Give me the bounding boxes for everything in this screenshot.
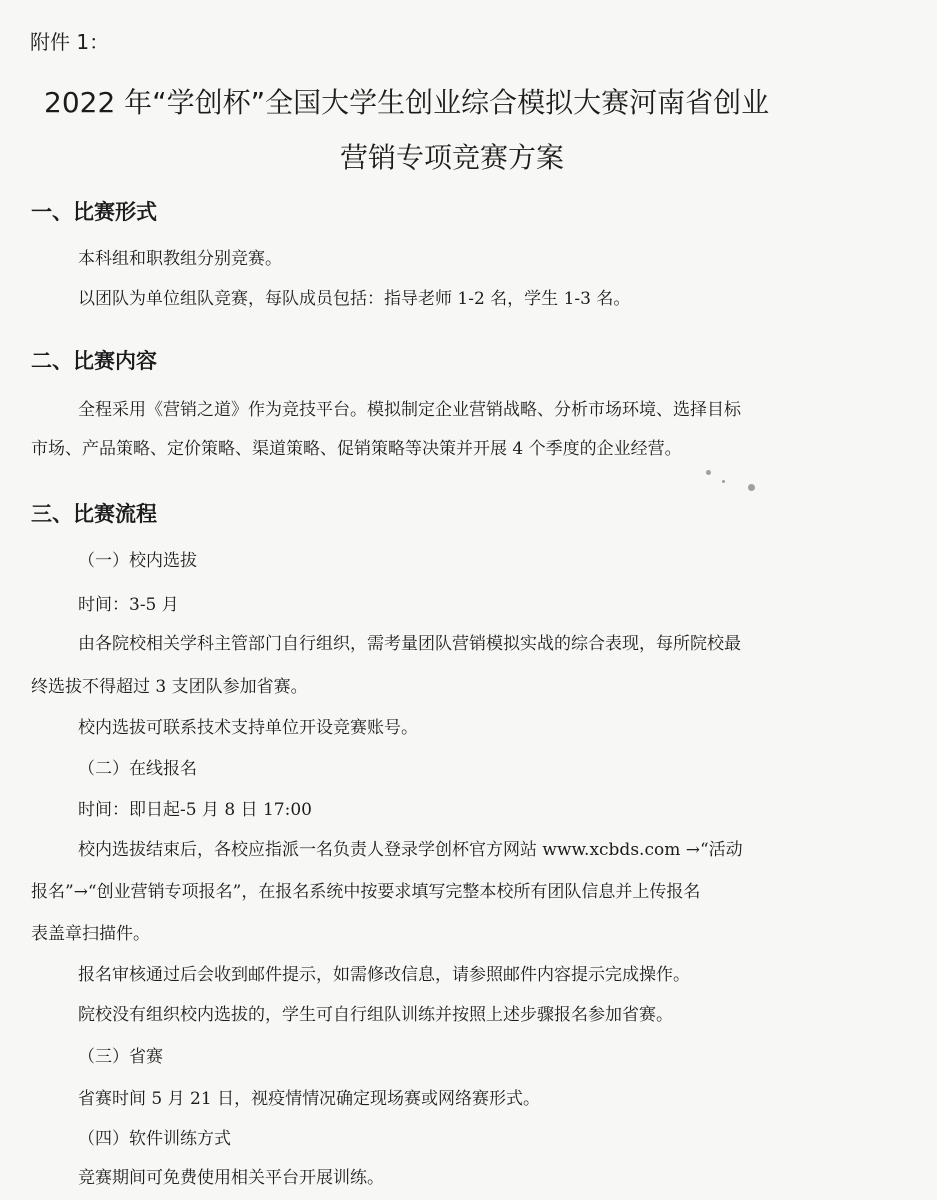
subsection-1-paragraph-line-1: 由各院校相关学科主管部门自行组织，需考量团队营销模拟实战的综合表现，每所院校最 (78, 634, 741, 654)
section-2-heading: 二、比赛内容 (31, 349, 157, 373)
subsection-2-heading: （二）在线报名 (78, 759, 197, 779)
section-1-paragraph-2: 以团队为单位组队竞赛，每队成员包括：指导老师 1-2 名，学生 1-3 名。 (78, 289, 631, 309)
subsection-2-time: 时间：即日起-5 月 8 日 17:00 (78, 800, 312, 820)
subsection-3-paragraph-1: 省赛时间 5 月 21 日，视疫情情况确定现场赛或网络赛形式。 (78, 1089, 541, 1109)
subsection-1-time: 时间：3-5 月 (78, 595, 179, 615)
attachment-label: 附件 1： (30, 30, 110, 54)
section-3-heading: 三、比赛流程 (31, 502, 157, 526)
subsection-1-paragraph-2: 校内选拔可联系技术支持单位开设竞赛账号。 (78, 718, 418, 738)
scan-speck (748, 484, 755, 491)
subsection-4-paragraph-1: 竞赛期间可免费使用相关平台开展训练。 (78, 1168, 384, 1188)
scan-speck (722, 480, 725, 483)
subsection-1-paragraph-line-2: 终选拔不得超过 3 支团队参加省赛。 (31, 677, 308, 697)
scan-speck (706, 470, 711, 475)
subsection-3-heading: （三）省赛 (78, 1047, 163, 1067)
section-2-paragraph-line-1: 全程采用《营销之道》作为竞技平台。模拟制定企业营销战略、分析市场环境、选择目标 (78, 400, 741, 420)
subsection-2-paragraph-line-2: 报名”→“创业营销专项报名”，在报名系统中按要求填写完整本校所有团队信息并上传报名 (31, 882, 701, 902)
section-1-paragraph-1: 本科组和职教组分别竞赛。 (78, 249, 282, 269)
subsection-4-heading: （四）软件训练方式 (78, 1129, 231, 1149)
section-2-paragraph-line-2: 市场、产品策略、定价策略、渠道策略、促销策略等决策并开展 4 个季度的企业经营。 (31, 439, 682, 459)
subsection-1-heading: （一）校内选拔 (78, 551, 197, 571)
subsection-2-paragraph-line-1: 校内选拔结束后，各校应指派一名负责人登录学创杯官方网站 www.xcbds.com →“活动 (78, 840, 743, 860)
section-1-heading: 一、比赛形式 (31, 200, 157, 224)
subsection-2-paragraph-3: 院校没有组织校内选拔的，学生可自行组队训练并按照上述步骤报名参加省赛。 (78, 1005, 673, 1025)
subsection-2-paragraph-line-3: 表盖章扫描件。 (31, 924, 150, 944)
document-title-line-2: 营销专项竞赛方案 (340, 141, 565, 174)
subsection-2-paragraph-2: 报名审核通过后会收到邮件提示，如需修改信息，请参照邮件内容提示完成操作。 (78, 965, 690, 985)
document-title-line-1: 2022 年“学创杯”全国大学生创业综合模拟大赛河南省创业 (44, 86, 770, 119)
